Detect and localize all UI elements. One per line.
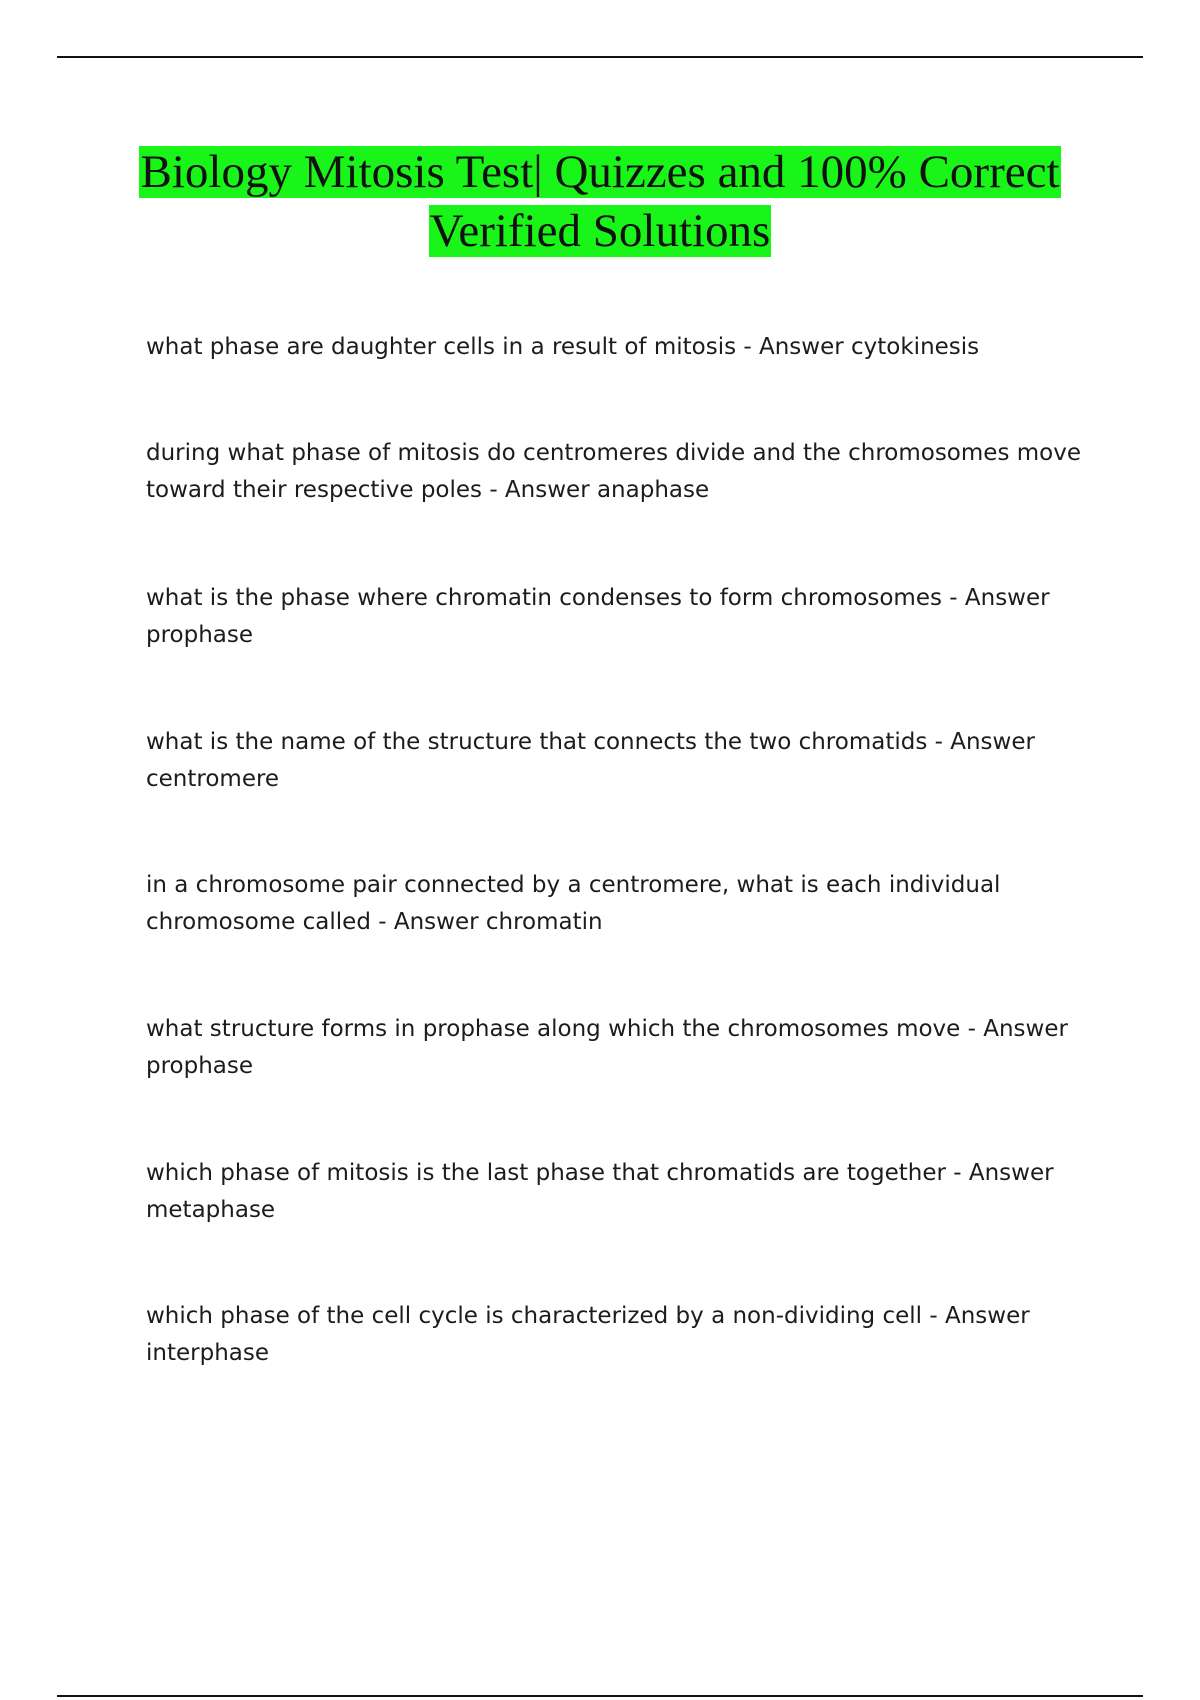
bottom-rule	[57, 1695, 1143, 1697]
title-line-1: Biology Mitosis Test| Quizzes and 100% Correct	[140, 146, 1060, 198]
qa-item-6: what structure forms in prophase along which the chromosomes move - Answer prophase	[146, 1016, 1068, 1079]
document-title	[0, 143, 1200, 261]
title-line-2: Verified Solutions	[429, 205, 771, 257]
qa-item-1: what phase are daughter cells in a result of mitosis - Answer cytokinesis	[146, 334, 980, 360]
qa-item-2: during what phase of mitosis do centromeres divide and the chromosomes move toward their respective poles - Answer anaphase	[146, 440, 1081, 503]
qa-item-4: what is the name of the structure that connects the two chromatids - Answer centromere	[146, 729, 1035, 792]
qa-item-8: which phase of the cell cycle is characterized by a non-dividing cell - Answer interphase	[146, 1303, 1030, 1366]
qa-item-5: in a chromosome pair connected by a centromere, what is each individual chromosome called - Answer chromatin	[146, 872, 1001, 935]
top-rule	[57, 56, 1143, 58]
qa-item-7: which phase of mitosis is the last phase that chromatids are together - Answer metaphase	[146, 1160, 1054, 1223]
qa-item-3: what is the phase where chromatin condenses to form chromosomes - Answer prophase	[146, 585, 1050, 648]
